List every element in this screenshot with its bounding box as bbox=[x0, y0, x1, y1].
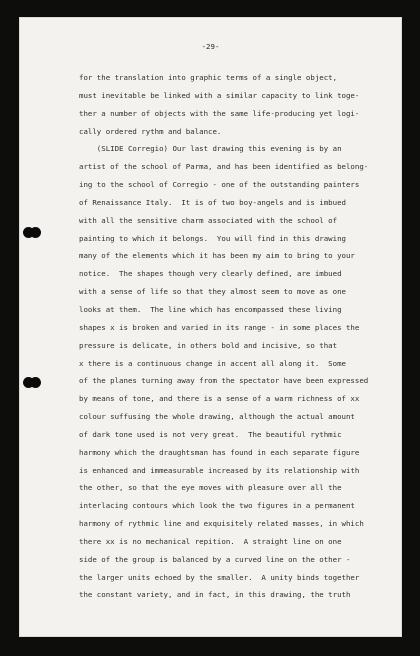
text-line: cally ordered rythm and balance. bbox=[79, 126, 222, 136]
text-line: artist of the school of Parma, and has been identified as belong- bbox=[79, 162, 369, 172]
text-line: harmony which the draughtsman has found in each separate figure bbox=[79, 447, 360, 457]
text-line: ther a number of objects with the same life-producing yet logi- bbox=[79, 108, 360, 118]
text-line: interlacing contours which look the two figures in a permanent bbox=[79, 501, 355, 511]
text-line: painting to which it belongs. You will find in this drawing bbox=[79, 233, 346, 243]
page-number: -29- bbox=[201, 42, 220, 51]
text-line: there xx is no mechanical repition. A straight line on one bbox=[79, 536, 342, 546]
text-line: by means of tone, and there is a sense of a warm richness of xx bbox=[79, 394, 360, 404]
text-line: must inevitable be linked with a similar capacity to link toge- bbox=[79, 90, 360, 100]
text-line: the larger units echoed by the smaller. A unity binds together bbox=[79, 572, 360, 582]
body-text bbox=[79, 69, 397, 604]
text-line: colour suffusing the whole drawing, although the actual amount bbox=[79, 412, 355, 422]
text-line: pressure is delicate, in others bold and incisive, so that bbox=[79, 340, 338, 350]
text-line: the constant variety, and in fact, in this drawing, the truth bbox=[79, 590, 351, 600]
text-line: of the planes turning away from the spectator have been expressed bbox=[79, 376, 369, 386]
text-line: (SLIDE Corregio) Our last drawing this evening is by an bbox=[79, 144, 342, 154]
text-line: of dark tone used is not very great. The beautiful rythmic bbox=[79, 429, 342, 439]
text-line: side of the group is balanced by a curved line on the other - bbox=[79, 554, 351, 564]
text-line: of Renaissance Italy. It is of two boy-angels and is imbued bbox=[79, 197, 346, 207]
text-line: the other, so that the eye moves with pleasure over all the bbox=[79, 483, 342, 493]
document-page bbox=[19, 17, 402, 637]
text-line: for the translation into graphic terms of a single object, bbox=[79, 73, 338, 82]
text-line: with a sense of life so that they almost seem to move as one bbox=[79, 287, 346, 297]
punch-hole-lower-right bbox=[30, 377, 41, 388]
text-line: x there is a continuous change in accent all along it. Some bbox=[79, 358, 346, 368]
text-line: harmony of rythmic line and exquisitely related masses, in which bbox=[79, 519, 364, 529]
text-line: notice. The shapes though very clearly defined, are imbued bbox=[79, 269, 342, 279]
text-line: shapes x is broken and varied in its range - in some places the bbox=[79, 322, 360, 332]
text-line: with all the sensitive charm associated with the school of bbox=[79, 215, 338, 225]
text-line: is enhanced and immeasurable increased by its relationship with bbox=[79, 465, 360, 475]
text-line: looks at them. The line which has encompassed these living bbox=[79, 304, 342, 314]
text-line: many of the elements which it has been my aim to bring to your bbox=[79, 251, 355, 261]
text-line: ing to the school of Corregio - one of the outstanding painters bbox=[79, 180, 360, 190]
punch-hole-upper-right bbox=[30, 227, 41, 238]
